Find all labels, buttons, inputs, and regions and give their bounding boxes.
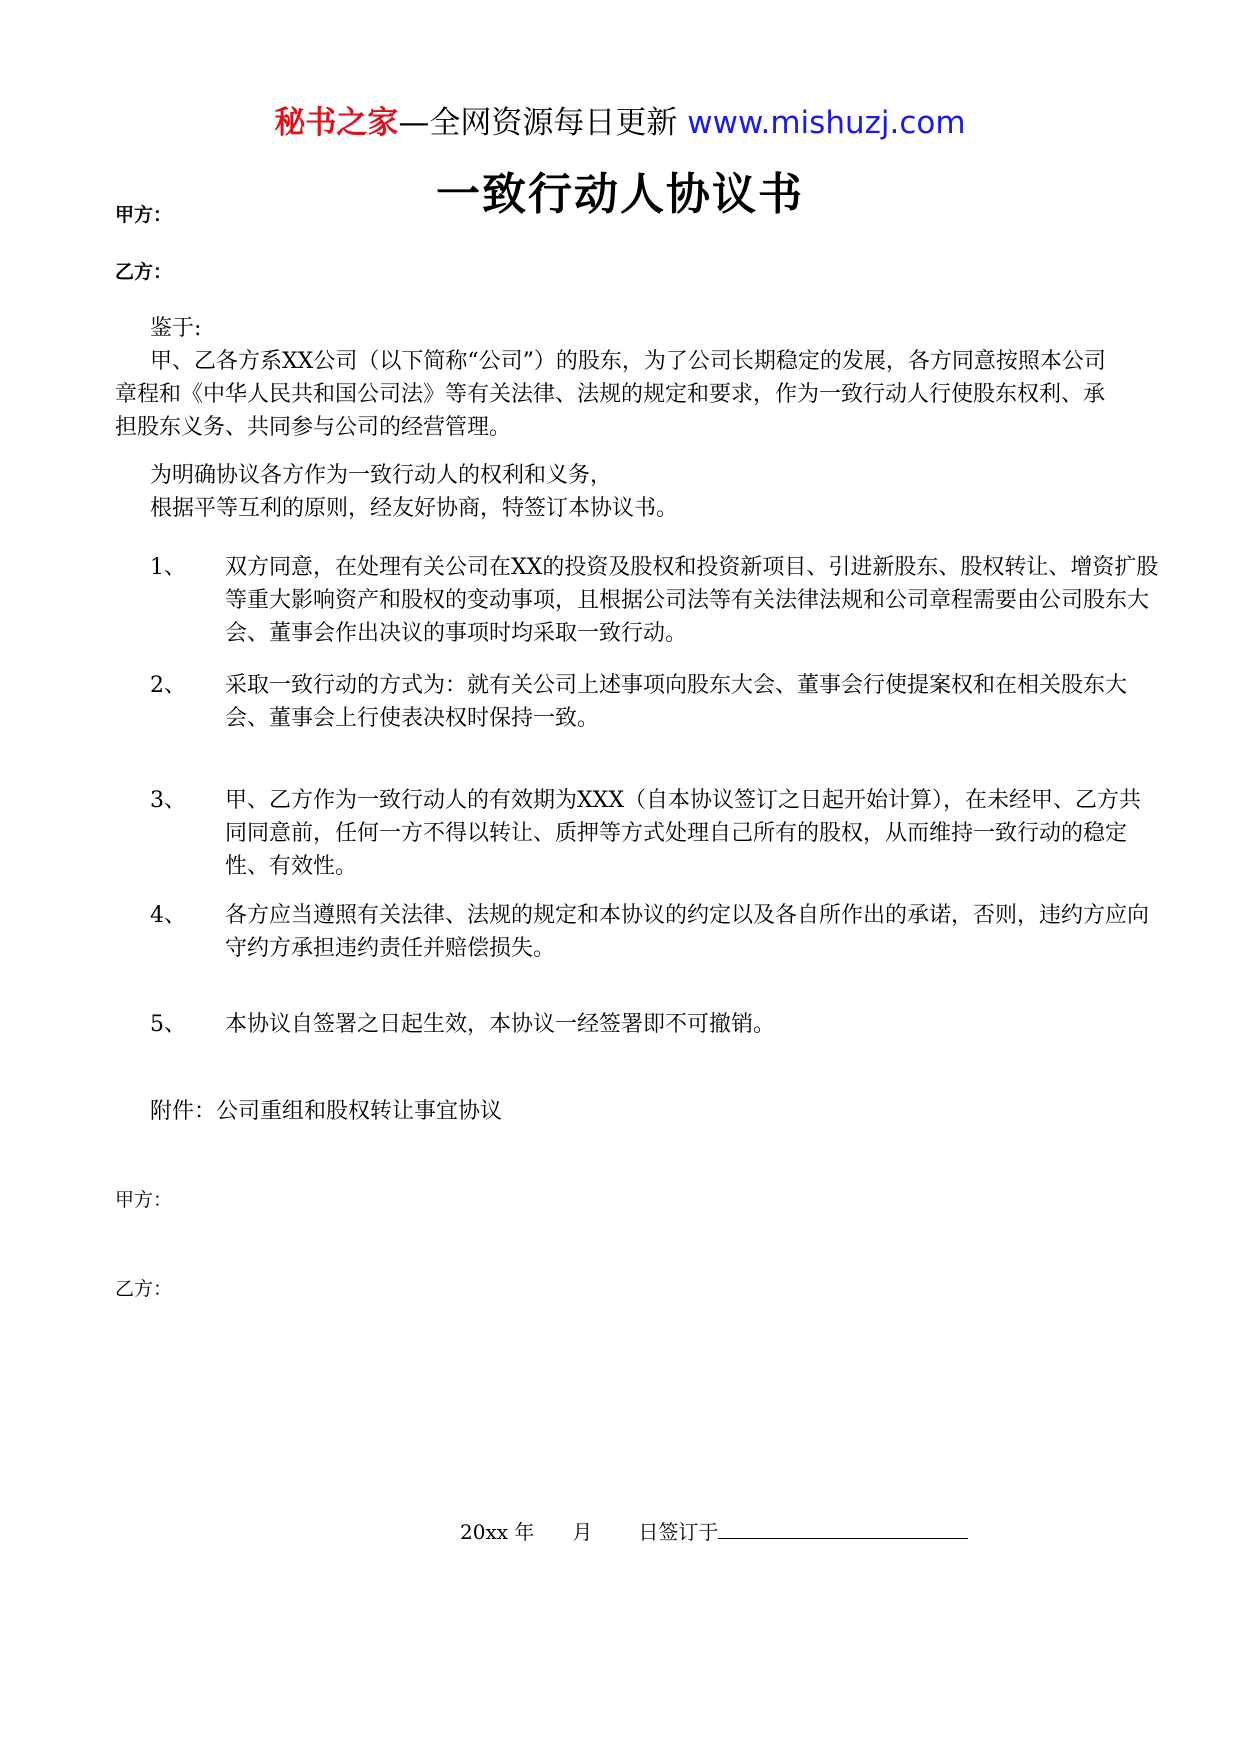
clause-number: 2、 — [150, 673, 186, 698]
date-day-signed: 日签订于 — [638, 1520, 719, 1544]
header-tagline: —全网资源每日更新 — [398, 105, 688, 141]
site-url-link[interactable]: www.mishuzj.com — [687, 105, 966, 141]
attachment-note: 附件：公司重组和股权转让事宜协议 — [150, 1099, 503, 1124]
clause-text: 双方同意，在处理有关公司在XX的投资及股权和投资新项目、引进新股东、股权转让、增资扩股等重大影响资产和股权的变动事项，且根据公司法等有关法律法规和公司章程需要由公司股东大会、董事会作出决议的事项时均采取一致行动。 — [225, 555, 1159, 646]
recital-paragraph: 甲、乙各方系XX公司（以下简称“公司”）的股东，为了公司长期稳定的发展，各方同意按照本公司章程和《中华人民共和国公司法》等有关法律、法规的规定和要求，作为一致行动人行使股东权利、承担股东义务、共同参与公司的经营管理。 — [115, 349, 1106, 440]
party-b-label: 乙方： — [115, 261, 173, 283]
signing-date-line — [460, 1516, 968, 1547]
clause-number: 4、 — [150, 903, 186, 928]
clause-text: 采取一致行动的方式为：就有关公司上述事项向股东大会、董事会行使提案权和在相关股东大会、董事会上行使表决权时保持一致。 — [225, 673, 1128, 731]
signature-party-a: 甲方： — [115, 1189, 173, 1211]
document-title: 一致行动人协议书 — [436, 169, 804, 220]
purpose-line-1: 为明确协议各方作为一致行动人的权利和义务， — [150, 463, 613, 488]
clause-text: 甲、乙方作为一致行动人的有效期为XXX（自本协议签订之日起开始计算），在未经甲、乙方共同同意前，任何一方不得以转让、质押等方式处理自己所有的股权，从而维持一致行动的稳定性、有效性。 — [225, 788, 1141, 879]
signing-place-blank — [718, 1516, 968, 1539]
date-year: 20xx 年 — [460, 1520, 535, 1544]
party-a-label: 甲方： — [115, 204, 173, 226]
clause-number: 5、 — [150, 1012, 186, 1037]
clause-number: 1、 — [150, 555, 186, 580]
clause-number: 3、 — [150, 788, 186, 813]
clause-text: 本协议自签署之日起生效，本协议一经签署即不可撤销。 — [225, 1012, 776, 1037]
date-month: 月 — [572, 1520, 593, 1544]
site-header — [0, 98, 1240, 148]
signature-party-b: 乙方： — [115, 1278, 173, 1300]
clause-text: 各方应当遵照有关法律、法规的规定和本协议的约定以及各自所作出的承诺，否则，违约方应向守约方承担违约责任并赔偿损失。 — [225, 903, 1150, 961]
purpose-line-2: 根据平等互利的原则，经友好协商，特签订本协议书。 — [150, 496, 679, 521]
whereas-label: 鉴于: — [150, 316, 202, 341]
brand-name: 秘书之家 — [274, 105, 399, 141]
